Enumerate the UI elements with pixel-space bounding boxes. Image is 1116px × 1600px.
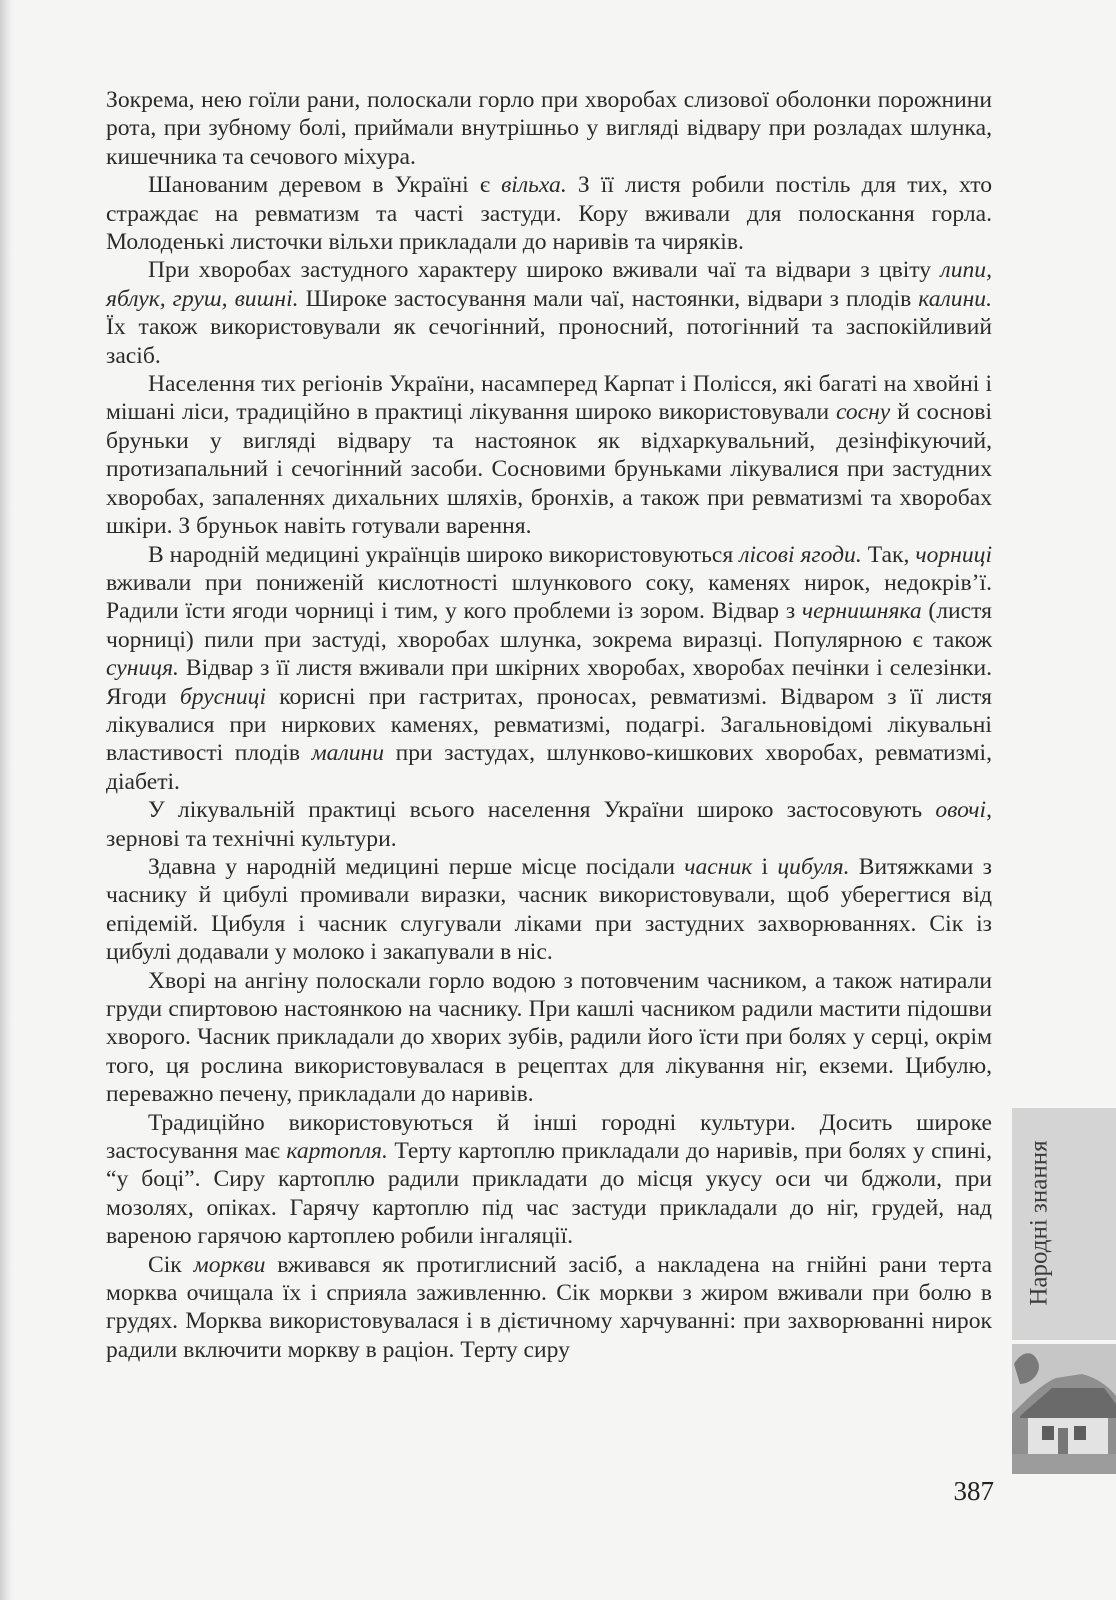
text-run: Витяжками з часнику й цибулі промивали виразки, часник використовували, щоб уберегтися від епідемій. Цибуля і часник слугували ліками при застудних захворюваннях. Сік із цибулі додавали у молоко і закапували в ніс.: [106, 853, 992, 966]
text-run: вживався як протиглисний засіб, а накладена на гнійні рани терта морква очищала їх і сприяла заживленню. Сік моркви з жиром вживали при болю в грудях. Морква використовувалася і в дієтичному харчуванні: при захворюванні нирок радили включити моркву в раціон. Терту сиру: [106, 1251, 992, 1363]
italic-term: чорниці: [915, 541, 993, 568]
text-run: і: [752, 853, 778, 880]
text-run: Зокрема, нею гоїли рани, полоскали горло при хворобах слизової оболонки порожнини рота, при зубному болі, приймали внутрішньо у вигляді відвару при розладах шлунка, кишечника та сечового міхура.: [106, 87, 992, 170]
house-illustration: [1012, 1344, 1116, 1474]
italic-term: сосну: [835, 399, 891, 426]
text-run: Їх також використовували як сечогінний, проносний, потогінний та заспокійливий засіб.: [106, 314, 992, 369]
italic-term: брусниці: [179, 683, 267, 710]
text-run: Шанованим деревом в Україні є: [148, 172, 502, 199]
paragraph: [106, 967, 992, 1109]
paragraph: [106, 1251, 992, 1365]
house-illustration-graphic: [1012, 1344, 1116, 1474]
text-run: при застудах, шлунково-кишкових хворобах, ревматизмі, діабеті.: [106, 740, 993, 795]
page-number: 387: [953, 1476, 994, 1506]
italic-term: суниця.: [106, 655, 179, 682]
text-run: Населення тих регіонів України, насамперед Карпат і Полісся, які багаті на хвойні і мішані ліси, традиційно в практиці лікування широко використовували: [106, 371, 992, 426]
text-run: й соснові бруньки у вигляді відвару та настоянок як відхаркувальний, дезінфікуючий, протизапальний і сечогінний засоби. Сосновими бруньками лікувалися при застудних хворобах, запаленнях дихальних шляхів, бронхів, а також при ревматизмі та хворобах шкіри. З бруньок навіть готували варення.: [106, 399, 993, 540]
section-side-tab-label-box: [1008, 1110, 1072, 1336]
paragraph: [106, 171, 992, 256]
paragraph: [106, 541, 992, 797]
italic-term: калини.: [918, 285, 992, 312]
italic-term: часник: [684, 853, 753, 880]
text-run: корисні при гастритах, проносах, ревматизмі. Відваром з її листя лікувалися при ниркових каменях, ревматизмі, подагрі. Загальновідомі лікувальні властивості плодів: [106, 683, 992, 767]
text-run: Терту картоплю прикладали до наривів, при болях у спині, “у боці”. Сиру картоплю радили прикладати до місця укусу оси чи бджоли, при мозолях, опіках. Гарячу картоплю під час застуди прикладали до ніг, грудей, над вареною гарячою картоплею робили інгаляції.: [106, 1138, 992, 1250]
text-run: вживали при пониженій кислотності шлункового соку, каменях нирок, недокрів’ї. Радили їсти ягоди чорниці і тим, у кого проблеми із зором. Відвар з: [106, 569, 992, 625]
text-run: При хворобах застудного характеру широко вживали чаї та відвари з цвіту: [148, 257, 941, 284]
italic-term: картопля.: [286, 1138, 388, 1165]
italic-term: цибуля.: [777, 853, 850, 880]
paragraph: [106, 86, 992, 171]
page-binding-edge: [0, 0, 14, 1600]
text-run: У лікувальній практиці всього населення України широко застосовують: [148, 797, 936, 824]
italic-term: овочі: [935, 797, 987, 824]
italic-term: вільха.: [501, 172, 567, 199]
italic-term: малини: [311, 740, 385, 767]
text-run: Здавна у народній медицині перше місце посідали: [148, 853, 685, 880]
italic-term: лісові ягоди.: [739, 541, 862, 568]
text-run: Хворі на ангіну полоскали горло водою з потовченим часником, а також натирали груди спиртовою настоянкою на часнику. При кашлі часником радили мастити підошви хворого. Часник прикладали до хворих зубів, радили його їсти при болях у серці, окрім того, ця рослина використовувалася в рецептах для лікування ніг, екземи. Цибулю, переважно печену, прикладали до наривів.: [106, 967, 992, 1108]
text-run: , зернові та технічні культури.: [106, 797, 992, 852]
italic-term: липи, яблук, груш, вишні.: [106, 257, 992, 312]
text-run: Сік: [148, 1251, 194, 1278]
paragraph: [106, 796, 992, 853]
text-run: Широке застосування мали чаї, настоянки, відвари з плодів: [298, 285, 919, 312]
italic-term: моркви: [193, 1251, 266, 1278]
section-side-tab-label: Народні знання: [1026, 1140, 1053, 1306]
italic-term: чернишняка: [801, 598, 922, 625]
text-run: (листя чорниці) пили при застуді, хворобах шлунка, зокрема виразці. Популярною є також: [106, 598, 992, 653]
paragraph: [106, 1109, 992, 1251]
paragraph: [106, 256, 992, 370]
paragraph: [106, 853, 992, 967]
text-run: З її листя робили постіль для тих, хто страждає на ревматизм та часті застуди. Кору вживали для полоскання горла. Молоденькі листочки вільхи прикладали до наривів та чиряків.: [106, 172, 992, 256]
text-run: Відвар з її листя вживали при шкірних хворобах, хворобах печінки і селезінки. Ягоди: [106, 655, 992, 710]
text-run: В народній медицині українців широко використовуються: [148, 541, 740, 568]
text-run: Так,: [861, 541, 916, 568]
body-text: [106, 86, 992, 1364]
text-run: Традиційно використовуються й інші городні культури. Досить широке застосування має: [106, 1109, 992, 1165]
paragraph: [106, 370, 992, 540]
